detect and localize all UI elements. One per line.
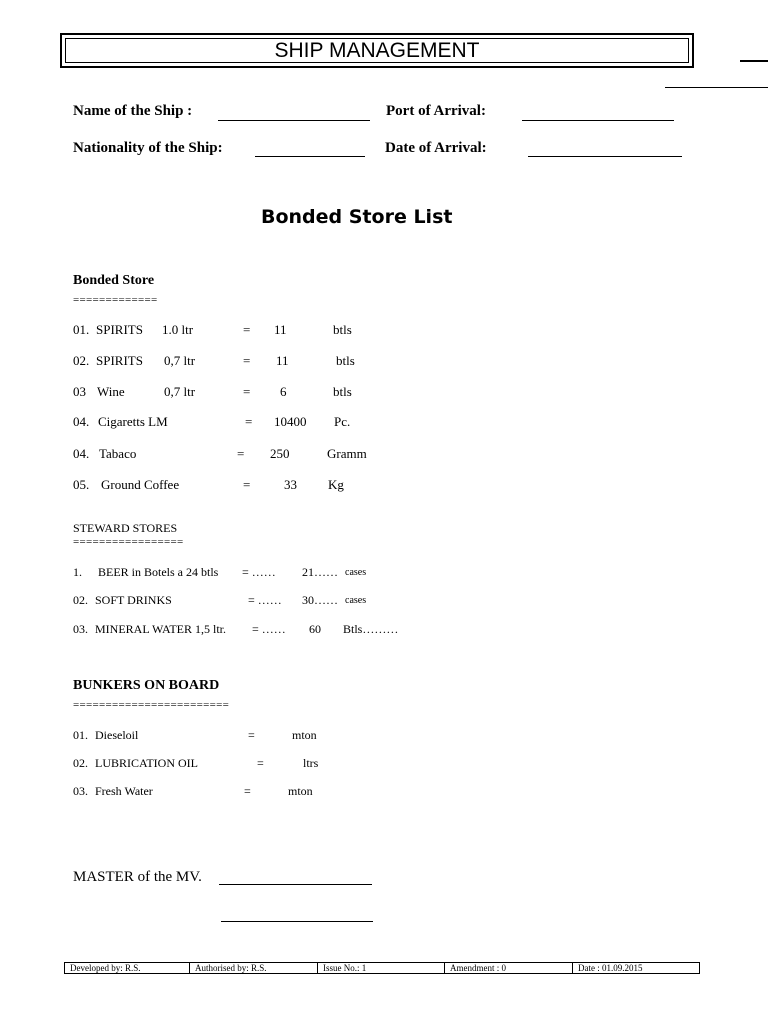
equals-sign: = …… — [242, 565, 276, 579]
master-label: MASTER of the MV. — [73, 869, 202, 885]
item-number: 02. — [73, 593, 88, 607]
date-of-arrival-field[interactable] — [528, 156, 682, 157]
item-unit: Gramm — [327, 446, 367, 461]
item-name: Fresh Water — [95, 784, 153, 798]
authorised-by: Authorised by: R.S. — [190, 963, 318, 973]
corner-rule — [740, 60, 768, 62]
item-number: 03. — [73, 622, 88, 636]
item-name: SPIRITS — [96, 353, 143, 368]
item-unit: ltrs — [303, 756, 319, 770]
bunkers-heading: BUNKERS ON BOARD — [73, 678, 220, 693]
item-size: 1.0 ltr — [162, 322, 194, 337]
date-of-arrival-label: Date of Arrival: — [385, 140, 487, 156]
item-quantity: 11 — [274, 322, 287, 337]
item-quantity: 11 — [276, 353, 289, 368]
item-unit: btls — [336, 353, 355, 368]
nationality-label: Nationality of the Ship: — [73, 140, 223, 156]
footer-date: Date : 01.09.2015 — [578, 963, 643, 973]
item-number: 1. — [73, 565, 82, 579]
equals-sign: = — [244, 784, 251, 798]
item-quantity: 60 — [309, 622, 321, 636]
issue-number: Issue No.: 1 — [318, 963, 445, 973]
item-number: 03. — [73, 784, 88, 798]
item-number: 01. — [73, 322, 90, 337]
equals-sign: = — [257, 756, 264, 770]
item-name: SPIRITS — [96, 322, 143, 337]
equals-sign: = — [245, 414, 253, 429]
port-of-arrival-label: Port of Arrival: — [386, 103, 486, 119]
equals-sign: = …… — [252, 622, 286, 636]
item-number: 04. — [73, 414, 90, 429]
ship-name-label: Name of the Ship : — [73, 103, 193, 119]
item-number: 05. — [73, 477, 90, 492]
signature-line[interactable] — [221, 921, 373, 922]
equals-sign: = — [243, 477, 251, 492]
item-name: Dieseloil — [95, 728, 139, 742]
item-number: 04. — [73, 446, 90, 461]
item-unit: btls — [333, 384, 352, 399]
equals-sign: = — [248, 728, 255, 742]
item-size: 0,7 ltr — [164, 384, 196, 399]
item-quantity: 250 — [270, 446, 290, 461]
steward-stores-heading: STEWARD STORES — [73, 521, 178, 535]
item-unit: Kg — [328, 477, 344, 492]
footer-table — [64, 962, 700, 974]
developed-by: Developed by: R.S. — [65, 963, 190, 973]
item-number: 02. — [73, 756, 88, 770]
item-number: 03 — [73, 384, 86, 399]
equals-sign: = — [243, 322, 251, 337]
page-title: SHIP MANAGEMENT — [65, 38, 689, 63]
item-unit: Btls……… — [343, 622, 399, 636]
item-quantity: 21…… — [302, 565, 338, 579]
item-unit: cases — [345, 567, 367, 578]
item-unit: btls — [333, 322, 352, 337]
equals-sign: = — [243, 353, 251, 368]
item-unit: mton — [288, 784, 313, 798]
equals-sign: = — [237, 446, 245, 461]
ship-name-field[interactable] — [218, 120, 370, 121]
nationality-field[interactable] — [255, 156, 365, 157]
item-number: 01. — [73, 728, 88, 742]
item-unit: Pc. — [334, 414, 351, 429]
item-name: SOFT DRINKS — [95, 593, 172, 607]
item-quantity: 6 — [280, 384, 287, 399]
item-quantity: 10400 — [274, 414, 307, 429]
item-name: Ground Coffee — [101, 477, 180, 492]
corner-rule — [665, 87, 768, 88]
bunkers-rule: ======================== — [73, 699, 230, 711]
amendment: Amendment : 0 — [445, 963, 573, 973]
port-of-arrival-field[interactable] — [522, 120, 674, 121]
item-unit: cases — [345, 595, 367, 606]
bonded-store-heading: Bonded Store — [73, 273, 155, 288]
document-title: Bonded Store List — [261, 206, 453, 228]
item-size: 0,7 ltr — [164, 353, 196, 368]
item-name: Wine — [97, 384, 125, 399]
item-name: LUBRICATION OIL — [95, 756, 198, 770]
item-quantity: 33 — [284, 477, 297, 492]
master-name-field[interactable] — [219, 884, 372, 885]
item-name: MINERAL WATER 1,5 ltr. — [95, 622, 226, 636]
item-name: BEER in Botels a 24 btls — [98, 565, 219, 579]
steward-stores-rule: ================= — [73, 536, 184, 548]
item-unit: mton — [292, 728, 317, 742]
bonded-store-rule: ============= — [73, 294, 158, 306]
item-quantity: 30…… — [302, 593, 338, 607]
item-name: Cigaretts LM — [98, 414, 168, 429]
item-number: 02. — [73, 353, 90, 368]
equals-sign: = …… — [248, 593, 282, 607]
title-box — [60, 33, 694, 68]
equals-sign: = — [243, 384, 251, 399]
item-name: Tabaco — [99, 446, 137, 461]
